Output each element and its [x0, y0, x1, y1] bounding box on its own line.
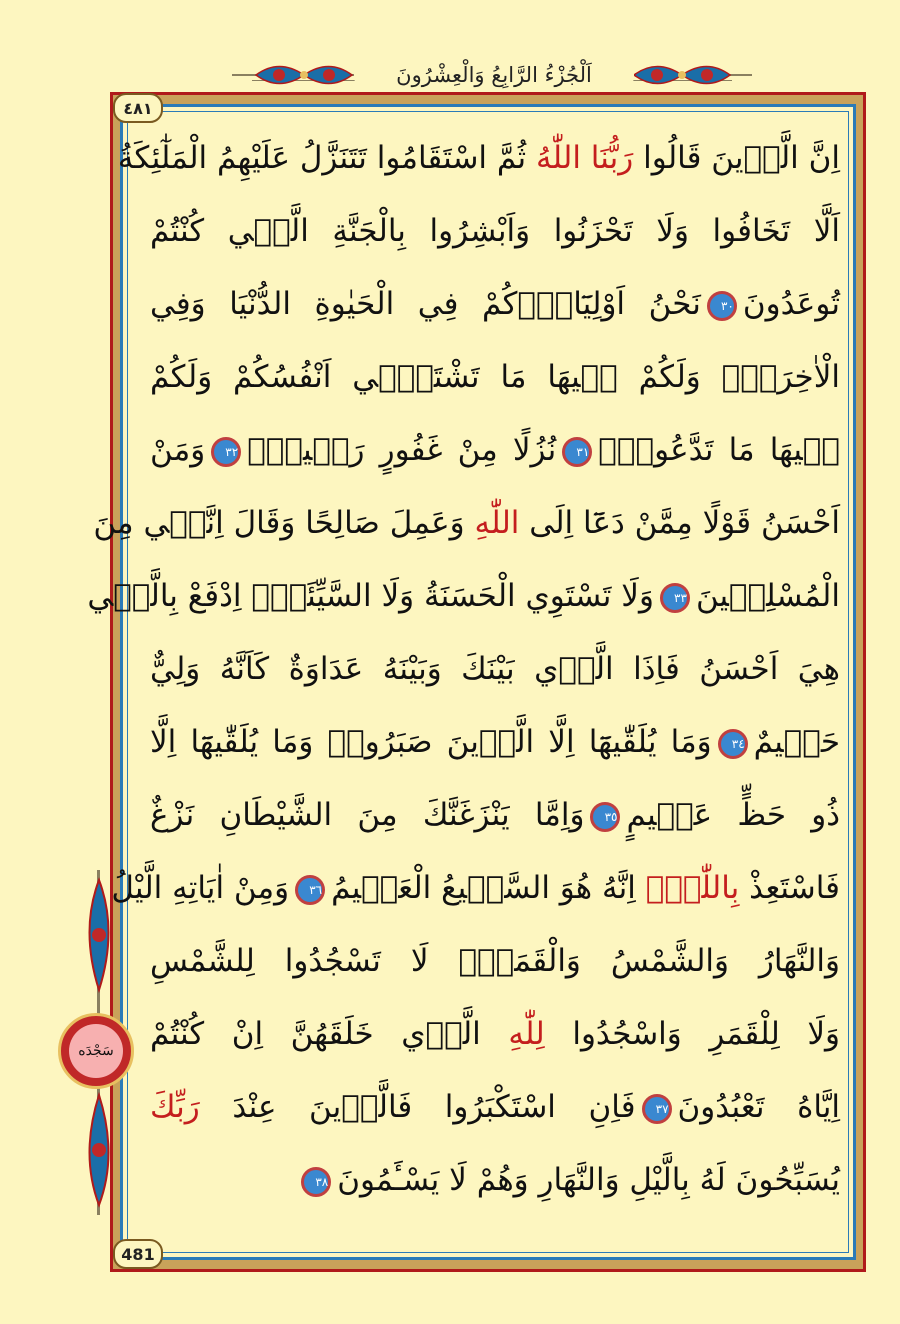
ayah-marker: ٣٤ — [718, 729, 748, 759]
juz-title: اَلْجُزْءُ الرَّابِعُ وَالْعِشْرُونَ — [354, 56, 634, 94]
ayah-marker: ٣٧ — [642, 1094, 672, 1124]
left-ornament-icon — [254, 58, 354, 92]
text-line-3: تُوعَدُونَ٣٠نَحْنُ اَوْلِيَٓاؤُ۬كُمْ فِي الْحَيٰوةِ الدُّنْيَا وَفِي — [150, 286, 840, 322]
text-line-4: الْاٰخِرَةِۚ وَلَكُمْ ف۪يهَا مَا تَشْتَه۪ٓي اَنْفُسُكُمْ وَلَكُمْ — [150, 359, 840, 395]
text-line-6: اَحْسَنُ قَوْلًا مِمَّنْ دَعَٓا اِلَى اللّٰهِ وَعَمِلَ صَالِحًا وَقَالَ اِنَّن۪ي مِنَ — [93, 505, 840, 541]
text-line-13: وَلَا لِلْقَمَرِ وَاسْجُدُوا لِلّٰهِ الَّذ۪ي خَلَقَهُنَّ اِنْ كُنْتُمْ — [150, 1016, 841, 1052]
ayah-marker: ٣٢ — [211, 437, 241, 467]
page-number-bottom: 481 — [113, 1239, 163, 1269]
text-line-5: ف۪يهَا مَا تَدَّعُونَۜ٣١نُزُلًا مِنْ غَفُورٍ رَح۪يمٍ۟٣٢وَمَنْ — [150, 432, 840, 468]
page-number-top: ٤٨١ — [113, 93, 163, 123]
sajdah-label: سَجْدَه — [69, 1024, 123, 1078]
text-line-1: اِنَّ الَّذ۪ينَ قَالُوا رَبُّنَا اللّٰهُ ثُمَّ اسْتَقَامُوا تَتَنَزَّلُ عَلَيْهِمُ الْمَلٰٓئِكَةُ — [117, 140, 840, 176]
ayah-marker: ٣٥ — [590, 802, 620, 832]
text-line-7: الْمُسْلِم۪ينَ٣٣وَلَا تَسْتَوِي الْحَسَنَةُ وَلَا السَّيِّئَةُۜ اِدْفَعْ بِالَّت۪ي — [87, 578, 840, 614]
text-line-10: ذُو حَظٍّ عَظ۪يمٍ٣٥وَاِمَّا يَنْزَغَنَّكَ مِنَ الشَّيْطَانِ نَزْغٌ — [150, 797, 841, 833]
ayah-marker: ٣٣ — [660, 583, 690, 613]
text-line-14: اِيَّاهُ تَعْبُدُونَ٣٧فَاِنِ اسْتَكْبَرُوا فَالَّذ۪ينَ عِنْدَ رَبِّكَ — [150, 1089, 840, 1125]
text-line-15: يُسَبِّحُونَ لَهُ بِالَّيْلِ وَالنَّهَارِ وَهُمْ لَا يَسْـَٔمُونَ٣٨ — [150, 1150, 840, 1210]
right-ornament-icon — [632, 58, 732, 92]
sajdah-marker — [58, 1013, 134, 1089]
ayah-marker: ٣٦ — [295, 875, 325, 905]
ayah-marker: ٣٠ — [707, 291, 737, 321]
ayah-marker: ٣١ — [562, 437, 592, 467]
ayah-marker: ٣٨ — [301, 1167, 331, 1197]
text-line-11: فَاسْتَعِذْ بِاللّٰهِۜ اِنَّهُ هُوَ السَّم۪يعُ الْعَل۪يمُ٣٦وَمِنْ اٰيَاتِهِ الَّيْلُ — [111, 870, 840, 906]
text-line-2: اَلَّا تَخَافُوا وَلَا تَحْزَنُوا وَاَبْشِرُوا بِالْجَنَّةِ الَّت۪ي كُنْتُمْ — [150, 213, 840, 249]
text-line-8: هِيَ اَحْسَنُ فَاِذَا الَّذ۪ي بَيْنَكَ وَبَيْنَهُ عَدَاوَةٌ كَاَنَّهُ وَلِيٌّ — [150, 651, 840, 687]
text-line-12: وَالنَّهَارُ وَالشَّمْسُ وَالْقَمَرُۜ لَا تَسْجُدُوا لِلشَّمْسِ — [150, 943, 840, 979]
text-line-9: حَم۪يمٌ٣٤وَمَا يُلَقّٰيهَٓا اِلَّا الَّذ۪ينَ صَبَرُواۚ وَمَا يُلَقّٰيهَٓا اِلَّا — [150, 724, 840, 760]
